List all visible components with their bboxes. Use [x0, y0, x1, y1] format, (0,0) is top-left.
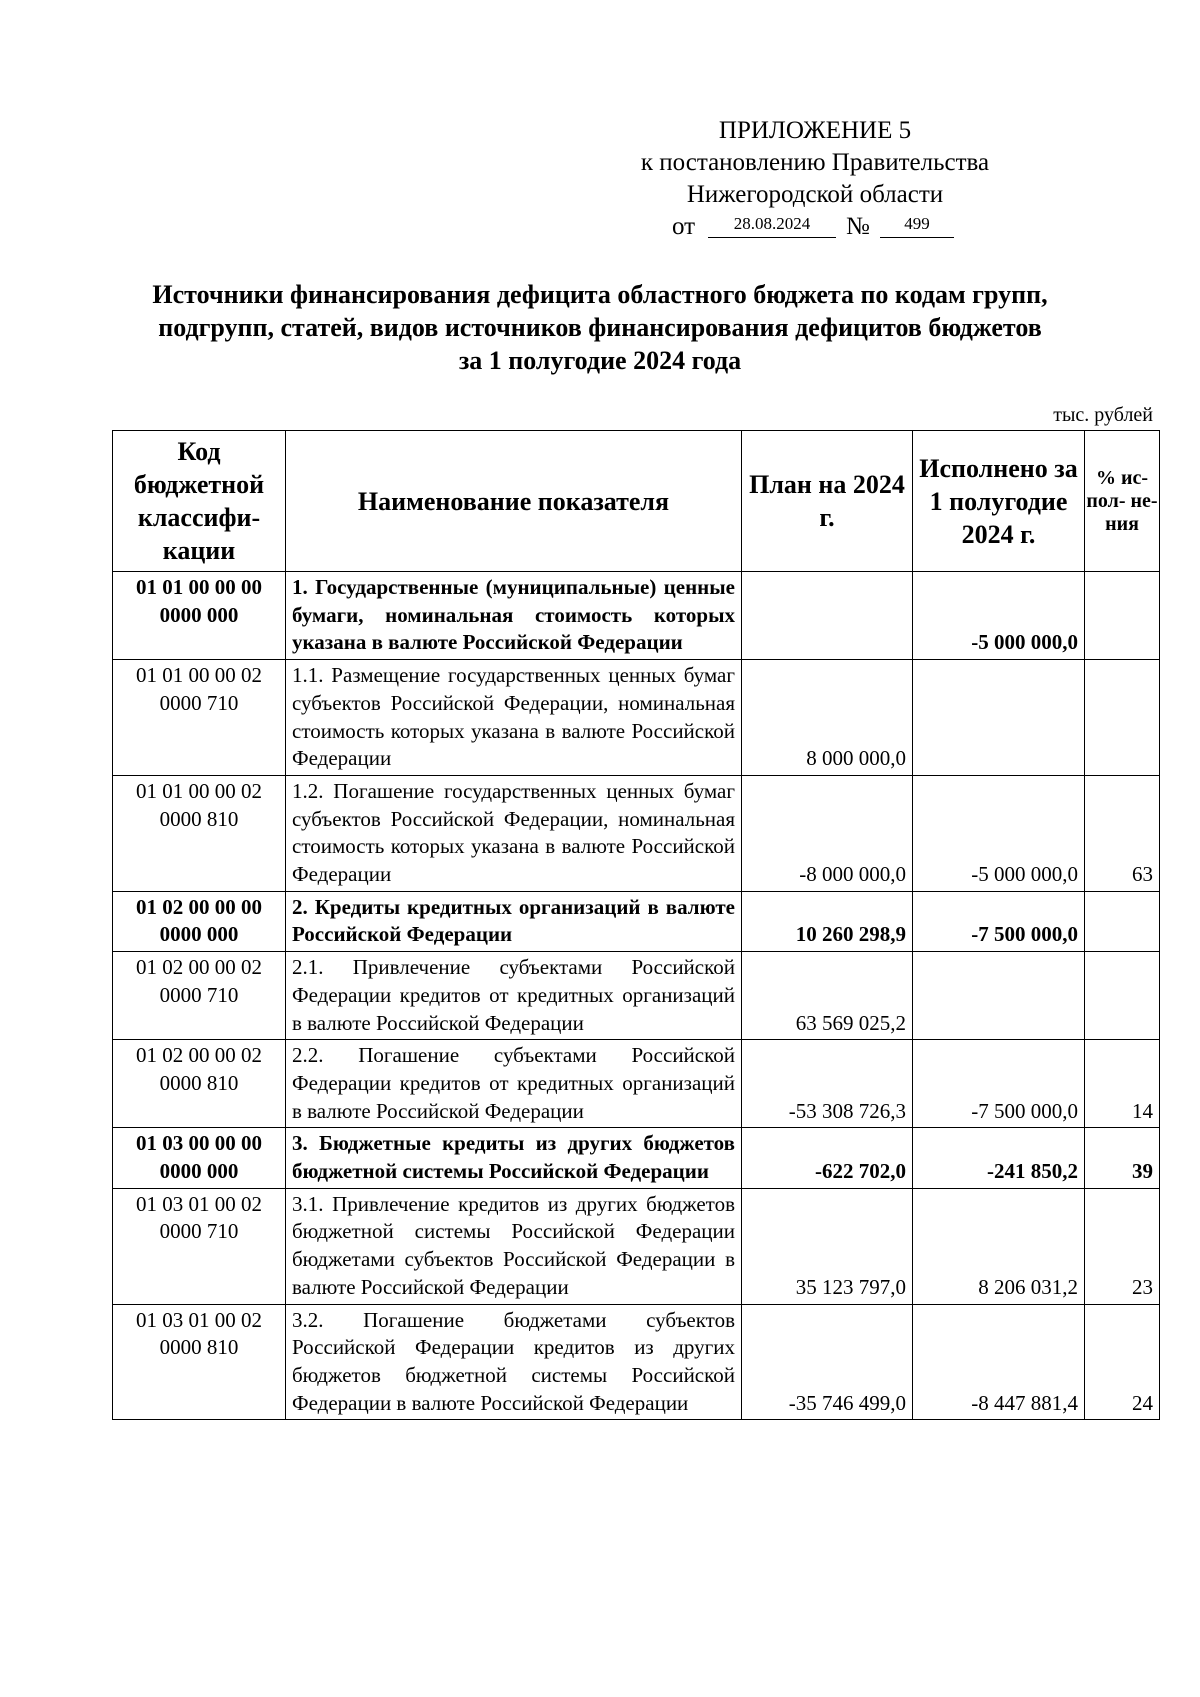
decree-date: 28.08.2024 — [708, 211, 836, 238]
row-name: 1.1. Размещение государственных ценных бумаг субъектов Российской Федерации, номинальная стоимость которых указана в валюте Российской Федерации — [286, 660, 742, 776]
row-executed — [913, 660, 1085, 776]
title-line-1: Источники финансирования дефицита областного бюджета по кодам групп, — [152, 280, 1048, 309]
row-percent: 63 — [1085, 775, 1160, 891]
row-plan: -8 000 000,0 — [742, 775, 913, 891]
table-row — [113, 572, 1160, 660]
document-title — [120, 278, 1080, 377]
table-header-row — [113, 431, 1160, 572]
number-label: № — [846, 213, 870, 240]
row-plan: -53 308 726,3 — [742, 1040, 913, 1128]
col-header-percent: % ис- пол- не- ния — [1085, 431, 1160, 572]
row-percent: 23 — [1085, 1188, 1160, 1304]
table-row — [113, 775, 1160, 891]
col-header-plan: План на 2024 г. — [742, 431, 913, 572]
title-line-2: подгрупп, статей, видов источников финансирования дефицитов бюджетов — [158, 313, 1042, 342]
row-executed: -241 850,2 — [913, 1128, 1085, 1188]
col-header-name: Наименование показателя — [286, 431, 742, 572]
row-executed: -5 000 000,0 — [913, 572, 1085, 660]
row-plan: -35 746 499,0 — [742, 1304, 913, 1420]
units-label: тыс. рублей — [1053, 404, 1153, 426]
row-code: 01 03 00 00 00 0000 000 — [113, 1128, 286, 1188]
row-plan — [742, 572, 913, 660]
row-name: 3. Бюджетные кредиты из других бюджетов бюджетной системы Российской Федерации — [286, 1128, 742, 1188]
table-row — [113, 952, 1160, 1040]
decree-date-number — [580, 211, 1050, 243]
row-name: 2.2. Погашение субъектами Российской Федерации кредитов от кредитных организаций в валюте Российской Федерации — [286, 1040, 742, 1128]
table-row — [113, 1040, 1160, 1128]
col-header-code: Код бюджетной классифи- кации — [113, 431, 286, 572]
row-executed: -7 500 000,0 — [913, 1040, 1085, 1128]
decree-reference: к постановлению Правительства — [640, 149, 990, 176]
budget-table — [112, 430, 1160, 1420]
row-plan: 63 569 025,2 — [742, 952, 913, 1040]
row-executed: -7 500 000,0 — [913, 891, 1085, 951]
appendix-header — [580, 115, 1050, 243]
row-code: 01 01 00 00 02 0000 810 — [113, 775, 286, 891]
row-executed: 8 206 031,2 — [913, 1188, 1085, 1304]
row-name: 2. Кредиты кредитных организаций в валюте Российской Федерации — [286, 891, 742, 951]
row-name: 3.2. Погашение бюджетами субъектов Российской Федерации кредитов из других бюджетов бюджетной системы Российской Федерации в валюте Российской Федерации — [286, 1304, 742, 1420]
row-code: 01 03 01 00 02 0000 810 — [113, 1304, 286, 1420]
row-percent: 14 — [1085, 1040, 1160, 1128]
table-row — [113, 891, 1160, 951]
table-row — [113, 1188, 1160, 1304]
row-name: 3.1. Привлечение кредитов из других бюджетов бюджетной системы Российской Федерации бюджетами субъектов Российской Федерации в валюте Российской Федерации — [286, 1188, 742, 1304]
appendix-label: ПРИЛОЖЕНИЕ 5 — [718, 117, 912, 144]
region-name: Нижегородской области — [686, 181, 944, 208]
row-code: 01 03 01 00 02 0000 710 — [113, 1188, 286, 1304]
row-code: 01 01 00 00 02 0000 710 — [113, 660, 286, 776]
row-percent — [1085, 660, 1160, 776]
row-percent: 39 — [1085, 1128, 1160, 1188]
row-plan: -622 702,0 — [742, 1128, 913, 1188]
row-name: 1. Государственные (муниципальные) ценные бумаги, номинальная стоимость которых указана в валюте Российской Федерации — [286, 572, 742, 660]
col-header-executed: Исполнено за 1 полугодие 2024 г. — [913, 431, 1085, 572]
row-executed — [913, 952, 1085, 1040]
decree-number: 499 — [880, 211, 954, 238]
row-code: 01 01 00 00 00 0000 000 — [113, 572, 286, 660]
from-label: от — [672, 213, 696, 240]
row-plan: 8 000 000,0 — [742, 660, 913, 776]
row-name: 1.2. Погашение государственных ценных бумаг субъектов Российской Федерации, номинальная стоимость которых указана в валюте Российской Федерации — [286, 775, 742, 891]
row-code: 01 02 00 00 00 0000 000 — [113, 891, 286, 951]
row-code: 01 02 00 00 02 0000 810 — [113, 1040, 286, 1128]
row-percent — [1085, 891, 1160, 951]
row-executed: -8 447 881,4 — [913, 1304, 1085, 1420]
row-percent — [1085, 572, 1160, 660]
title-line-3: за 1 полугодие 2024 года — [458, 346, 742, 375]
table-row — [113, 1128, 1160, 1188]
row-plan: 35 123 797,0 — [742, 1188, 913, 1304]
row-percent — [1085, 952, 1160, 1040]
row-name: 2.1. Привлечение субъектами Российской Федерации кредитов от кредитных организаций в валюте Российской Федерации — [286, 952, 742, 1040]
table-row — [113, 660, 1160, 776]
row-plan: 10 260 298,9 — [742, 891, 913, 951]
row-percent: 24 — [1085, 1304, 1160, 1420]
row-executed: -5 000 000,0 — [913, 775, 1085, 891]
table-row — [113, 1304, 1160, 1420]
row-code: 01 02 00 00 02 0000 710 — [113, 952, 286, 1040]
